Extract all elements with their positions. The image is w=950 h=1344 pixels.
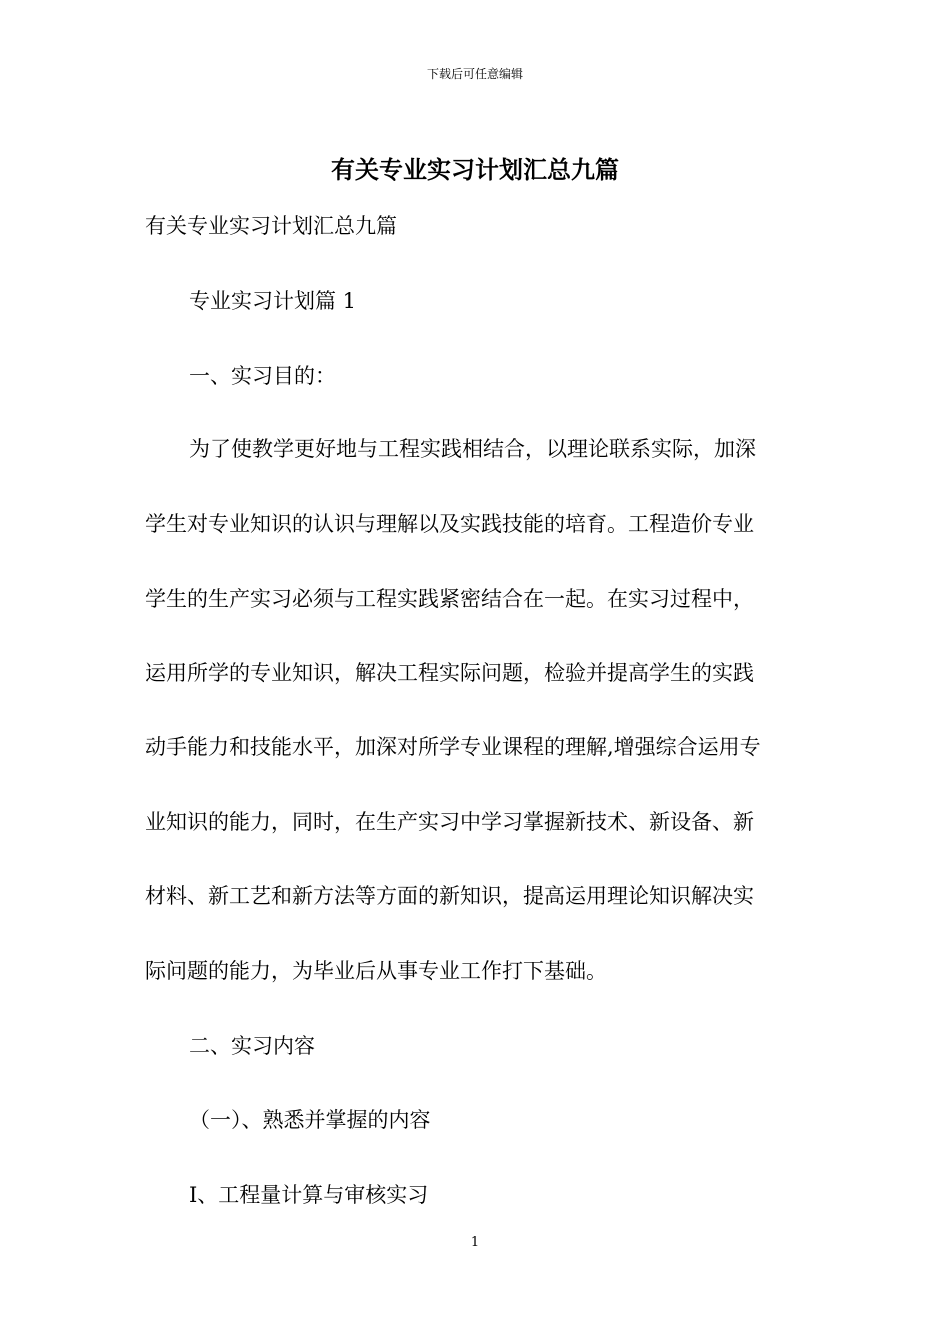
paragraph-line: 为了使教学更好地与工程实践相结合，以理论联系实际，加深 <box>189 437 756 461</box>
list-item: I、工程量计算与审核实习 <box>189 1183 429 1207</box>
paragraph-line: 业知识的能力，同时，在生产实习中学习掌握新技术、新设备、新 <box>145 810 754 834</box>
heading-objective: 一、实习目的： <box>189 364 336 388</box>
paragraph-line: 学生对专业知识的认识与理解以及实践技能的培育。工程造价专业 <box>145 512 754 536</box>
header-note: 下载后可任意编辑 <box>426 67 523 81</box>
paragraph-line: 运用所学的专业知识，解决工程实际问题，检验并提高学生的实践 <box>145 661 754 685</box>
document-title: 有关专业实习计划汇总九篇 <box>331 155 619 184</box>
document-subtitle: 有关专业实习计划汇总九篇 <box>145 214 397 238</box>
paragraph-line: 学生的生产实习必须与工程实践紧密结合在一起。在实习过程中， <box>145 587 754 611</box>
section-heading: 专业实习计划篇 1 <box>189 289 357 313</box>
subheading-familiar: （一）、熟悉并掌握的内容 <box>189 1108 431 1132</box>
paragraph-line: 材料、新工艺和新方法等方面的新知识，提高运用理论知识解决实 <box>145 884 754 908</box>
paragraph-line: 际问题的能力，为毕业后从事专业工作打下基础。 <box>145 959 607 983</box>
paragraph-line: 动手能力和技能水平，加深对所学专业课程的理解,增强综合运用专 <box>145 735 761 759</box>
heading-content: 二、实习内容 <box>189 1034 315 1058</box>
page-number: 1 <box>470 1235 480 1250</box>
